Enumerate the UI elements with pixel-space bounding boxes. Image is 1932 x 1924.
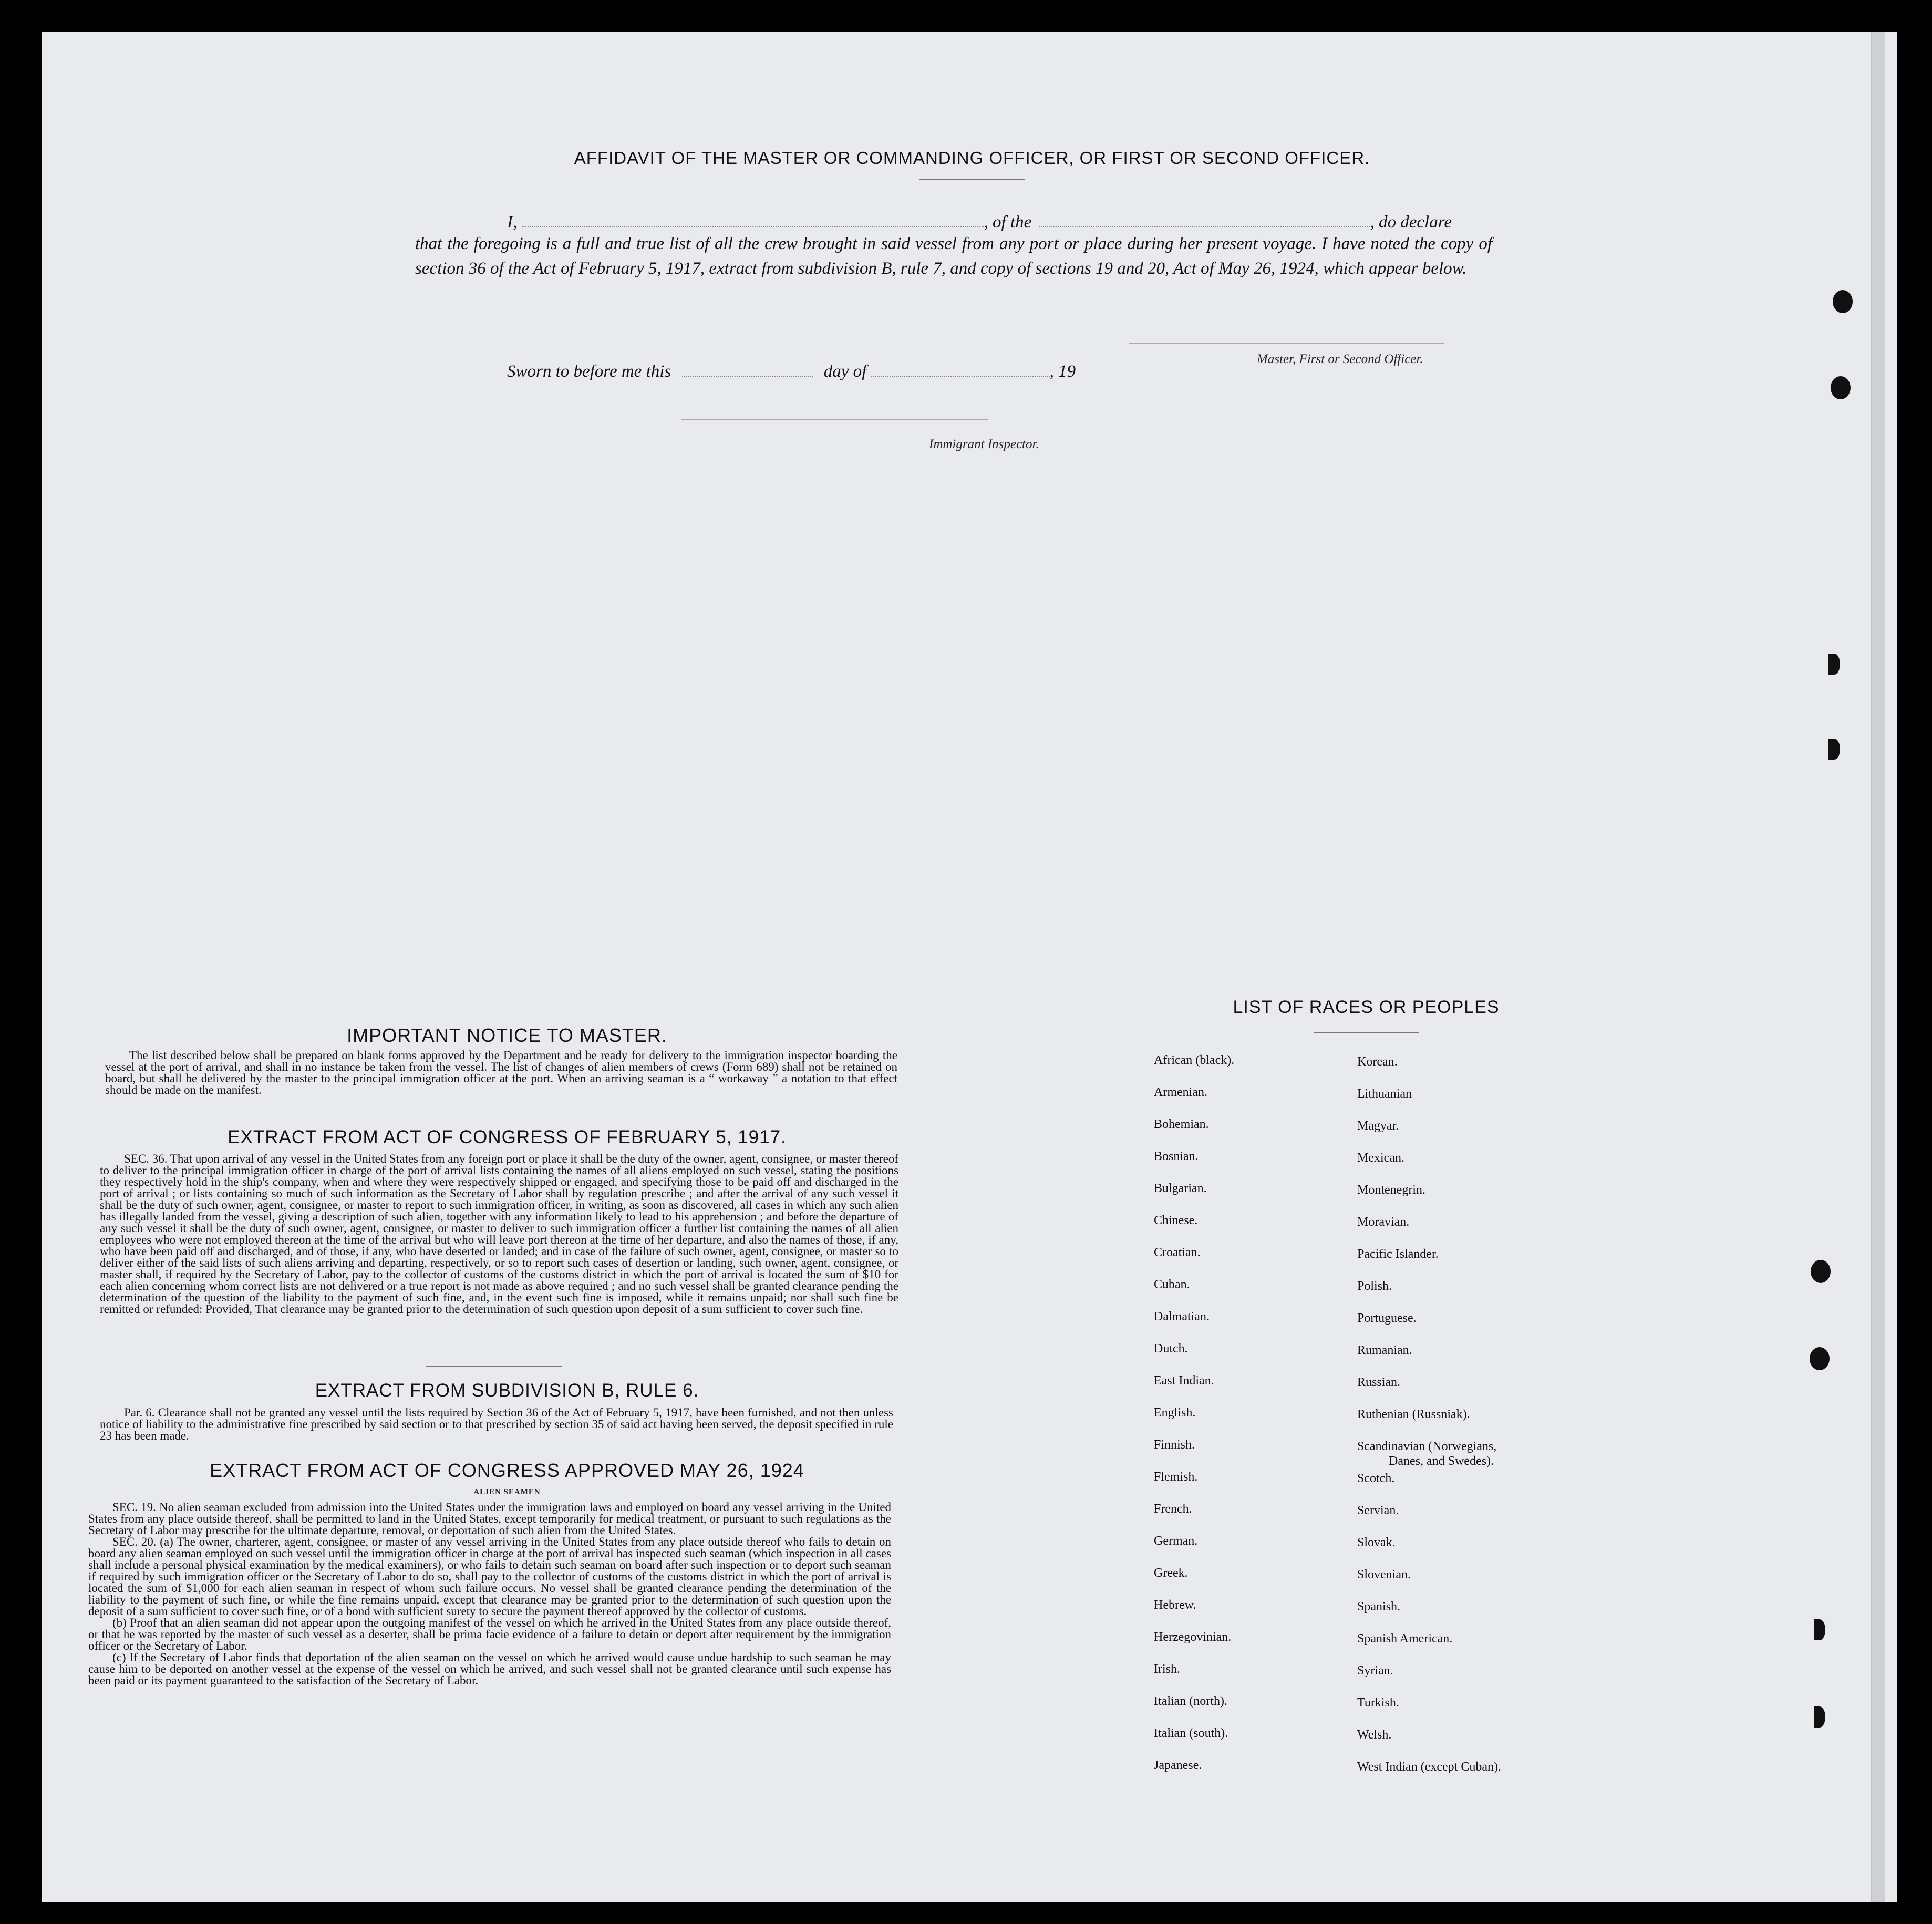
- extract-1924-body: [88, 1502, 891, 1687]
- race-item: French.: [1154, 1502, 1192, 1516]
- race-item: Armenian.: [1154, 1085, 1207, 1099]
- sworn-label: Sworn to before me this: [507, 362, 671, 381]
- races-underline: [1314, 1032, 1419, 1033]
- day-of-label: day of: [823, 362, 867, 381]
- race-item: Ruthenian (Russniak).: [1357, 1408, 1470, 1421]
- affidavit-line-1: [415, 210, 1492, 235]
- extract-1917-body: [100, 1153, 898, 1315]
- sheet-edge-right: [1871, 32, 1885, 1902]
- race-item: Spanish American.: [1357, 1632, 1453, 1646]
- extract-rule6-body: [100, 1407, 893, 1442]
- race-item: Scandinavian (Norwegians,: [1357, 1440, 1497, 1453]
- race-item: Bosnian.: [1154, 1150, 1199, 1163]
- extract-1917-title: EXTRACT FROM ACT OF CONGRESS OF FEBRUARY 5, 1917.: [228, 1127, 787, 1147]
- race-item: West Indian (except Cuban).: [1357, 1760, 1501, 1774]
- race-item: Slovak.: [1357, 1536, 1396, 1549]
- race-item: Welsh.: [1357, 1728, 1392, 1742]
- race-item: Irish.: [1154, 1662, 1180, 1676]
- race-item: Spanish.: [1357, 1600, 1401, 1613]
- master-name-field[interactable]: [522, 215, 984, 227]
- race-item: Finnish.: [1154, 1438, 1195, 1452]
- race-item: Chinese.: [1154, 1214, 1198, 1227]
- binder-hole: [1828, 654, 1840, 675]
- binder-hole: [1833, 290, 1853, 313]
- race-item: Slovenian.: [1357, 1568, 1411, 1581]
- binder-hole: [1828, 739, 1840, 760]
- race-item: Japanese.: [1154, 1759, 1202, 1772]
- notice-body: [105, 1050, 897, 1096]
- race-item: Bohemian.: [1154, 1118, 1209, 1131]
- race-item: Magyar.: [1357, 1119, 1399, 1133]
- notice-title: IMPORTANT NOTICE TO MASTER.: [347, 1025, 667, 1046]
- race-item: German.: [1154, 1534, 1198, 1548]
- race-item: Italian (north).: [1154, 1694, 1227, 1708]
- sec-36-paragraph: SEC. 36. That upon arrival of any vessel in the United States from any foreign port or place it shall be the duty of the owner, agent, consignee, or master thereof to deliver to the principal immigration officer in charge of the port of arrival lists containing the names of all aliens employed on such vessel, stating the positions they respectively hold in the ship's company, when and where they were respectively shipped or engaged, and specifying those to be paid off and discharged in the port of arrival ; or lists containing so much of such information as the Secretary of Labor shall by regulation prescribe ; and after the arrival of any such vessel it shall be the duty of such owner, agent, consignee, or master to report to such immigration officer, in writing, as soon as discovered, all cases in which any such alien has illegally landed from the vessel, giving a description of such alien, together with any information likely to lead to his apprehension ; and before the departure of any such vessel it shall be the duty of such owner, agent, consignee, or master to deliver to such immigration officer a further list containing the names of all alien employees who were not employed thereon at the time of the arrival but who will leave port thereon at the time of her departure, and also the names of those, if any, who have been paid off and discharged, and of those, if any, who have deserted or landed; and in case of the failure of such owner, agent, consignee, or master so to deliver either of the said lists of such aliens arriving and departing, respectively, or so to report such cases of desertion or landing, such owner, agent, consignee, or master shall, if required by the Secretary of Labor, pay to the collector of customs of the customs district in which the port of arrival is located the sum of $10 for each alien concerning whom correct lists are not delivered or a true report is not made as above required ; and no such vessel shall be granted clearance pending the determination of the question of the liability to the payment of such fine, and, in the event such fine is imposed, while it remains unpaid; nor shall such fine be remitted or refunded: Provided, That clearance may be granted prior to the determination of such question upon deposit of a sum sufficient to cover such fine.: [100, 1152, 898, 1316]
- affidavit-body: that the foregoing is a full and true list of all the crew brought in said vessel from any port or place during her present voyage. I have noted the copy of section 36 of the Act of February 5, 1917, extract from subdivision B, rule 7, and copy of sections 19 and 20, Act of May 26, 1924, which appear below.: [415, 234, 1492, 278]
- i-label: I,: [507, 213, 518, 232]
- of-the-label: , of the: [984, 213, 1032, 232]
- race-item: Servian.: [1357, 1504, 1399, 1517]
- race-item: Hebrew.: [1154, 1598, 1196, 1612]
- binder-hole: [1831, 376, 1851, 399]
- race-item: Moravian.: [1357, 1215, 1410, 1229]
- race-item: Rumanian.: [1357, 1343, 1412, 1357]
- sec-19-paragraph: SEC. 19. No alien seaman excluded from admission into the United States under the immigration laws and employed on board any vessel arriving in the United States from any place outside thereof, shall be permitted to land in the United States, except temporarily for medical treatment, or pursuant to such regulations as the Secretary of Labor may prescribe for the ultimate departure, removal, or deportation of such alien from the United States.: [88, 1501, 891, 1537]
- binder-hole: [1814, 1619, 1825, 1640]
- race-item: Polish.: [1357, 1279, 1392, 1293]
- race-item: Flemish.: [1154, 1470, 1198, 1484]
- binder-hole: [1814, 1706, 1825, 1728]
- race-item: East Indian.: [1154, 1374, 1214, 1388]
- sworn-day-field[interactable]: [682, 364, 813, 377]
- race-item: Cuban.: [1154, 1278, 1190, 1291]
- alien-seamen-subtitle: ALIEN SEAMEN: [473, 1488, 541, 1496]
- race-item: Italian (south).: [1154, 1726, 1228, 1740]
- vessel-name-field[interactable]: [1039, 215, 1370, 227]
- inspector-label: Immigrant Inspector.: [929, 437, 1039, 451]
- par-6-paragraph: Par. 6. Clearance shall not be granted any vessel until the lists required by Section 36 of the Act of February 5, 1917, have been furnished, and not then unless notice of liability to the administrative fine prescribed by said section or to that prescribed by section 35 of said act having been served, the deposit specified in rule 23 has been made.: [100, 1406, 893, 1442]
- sec-20c-paragraph: (c) If the Secretary of Labor finds that deportation of the alien seaman on the vessel on which he arrived would cause undue hardship to such seaman he may cause him to be deported on another vessel at the expense of the vessel on which he arrived, and such vessel shall not be granted clearance until such expense has been paid or its payment guaranteed to the satisfaction of the Secretary of Labor.: [88, 1651, 891, 1687]
- race-item: Pacific Islander.: [1357, 1247, 1439, 1261]
- year-label: , 19: [1049, 362, 1076, 381]
- race-item: Turkish.: [1357, 1696, 1399, 1710]
- section-divider: [426, 1366, 562, 1367]
- master-label: Master, First or Second Officer.: [1257, 352, 1423, 366]
- race-item: Dutch.: [1154, 1342, 1188, 1356]
- race-item: Scotch.: [1357, 1472, 1395, 1485]
- race-item: Croatian.: [1154, 1246, 1201, 1259]
- sec-20a-paragraph: SEC. 20. (a) The owner, charterer, agent, consignee, or master of any vessel arriving in the United States from any place outside thereof who fails to detain on board any alien seaman employed on such vessel until the immigration officer in charge at the port of arrival has inspected such seaman (which inspection in all cases shall include a personal physical examination by the medical examiners), or who fails to detain such seaman on board after such inspection or to deport such seaman if required by such immigration officer or the Secretary of Labor to do so, shall pay to the collector of customs of the customs district in which the port of arrival is located the sum of $1,000 for each alien seaman in respect of whom such failure occurs. No vessel shall be granted clearance pending the determination of the liability to the payment of such fine, or while the fine remains unpaid, except that clearance may be granted prior to the determination of such question upon the deposit of a sum sufficient to cover such fine, or of a bond with sufficient surety to secure the payment thereof approved by the collector of customs.: [88, 1535, 891, 1618]
- races-title: LIST OF RACES OR PEOPLES: [1233, 997, 1500, 1017]
- binder-hole: [1810, 1347, 1830, 1370]
- race-item: Bulgarian.: [1154, 1182, 1207, 1195]
- extract-rule6-title: EXTRACT FROM SUBDIVISION B, RULE 6.: [315, 1380, 699, 1401]
- race-item: Mexican.: [1357, 1151, 1404, 1165]
- sworn-month-field[interactable]: [871, 364, 1050, 377]
- do-declare-label: , do declare: [1370, 213, 1452, 232]
- notice-paragraph: The list described below shall be prepared on blank forms approved by the Department and be ready for delivery to the immigration inspector boarding the vessel at the port of arrival, and shall in no instance be taken from the vessel. The list of changes of alien members of crews (Form 689) shall not be retained on board, but shall be delivered by the master to the principal immigration officer at the port. When an arriving seaman is a “ workaway ” a notation to that effect should be made on the manifest.: [105, 1049, 897, 1097]
- master-signature-line[interactable]: [1129, 343, 1444, 344]
- race-item: Syrian.: [1357, 1664, 1393, 1678]
- binder-hole: [1811, 1260, 1831, 1283]
- race-item: English.: [1154, 1406, 1196, 1420]
- race-item: Portuguese.: [1357, 1311, 1417, 1325]
- race-item: Greek.: [1154, 1566, 1188, 1580]
- sworn-line: [507, 359, 1584, 384]
- inspector-signature-line[interactable]: [681, 419, 988, 420]
- race-item: Korean.: [1357, 1055, 1398, 1069]
- race-item: African (black).: [1154, 1053, 1235, 1067]
- extract-1924-title: EXTRACT FROM ACT OF CONGRESS APPROVED MAY 26, 1924: [210, 1460, 804, 1481]
- race-item: Montenegrin.: [1357, 1183, 1425, 1197]
- sec-20b-paragraph: (b) Proof that an alien seaman did not appear upon the outgoing manifest of the vessel on which he arrived in the United States from any place outside thereof, or that he was reported by the master of such vessel as a deserter, shall be prima facie evidence of a failure to detain or deport after requirement by the immigration officer or the Secretary of Labor.: [88, 1616, 891, 1652]
- race-item: Russian.: [1357, 1375, 1401, 1389]
- race-item: Lithuanian: [1357, 1087, 1412, 1101]
- race-item-continuation: Danes, and Swedes).: [1389, 1454, 1494, 1468]
- race-item: Herzegovinian.: [1154, 1630, 1232, 1644]
- race-item: Dalmatian.: [1154, 1310, 1210, 1323]
- affidavit-title: AFFIDAVIT OF THE MASTER OR COMMANDING OFFICER, OR FIRST OR SECOND OFFICER.: [574, 148, 1370, 168]
- title-underline: [919, 179, 1025, 180]
